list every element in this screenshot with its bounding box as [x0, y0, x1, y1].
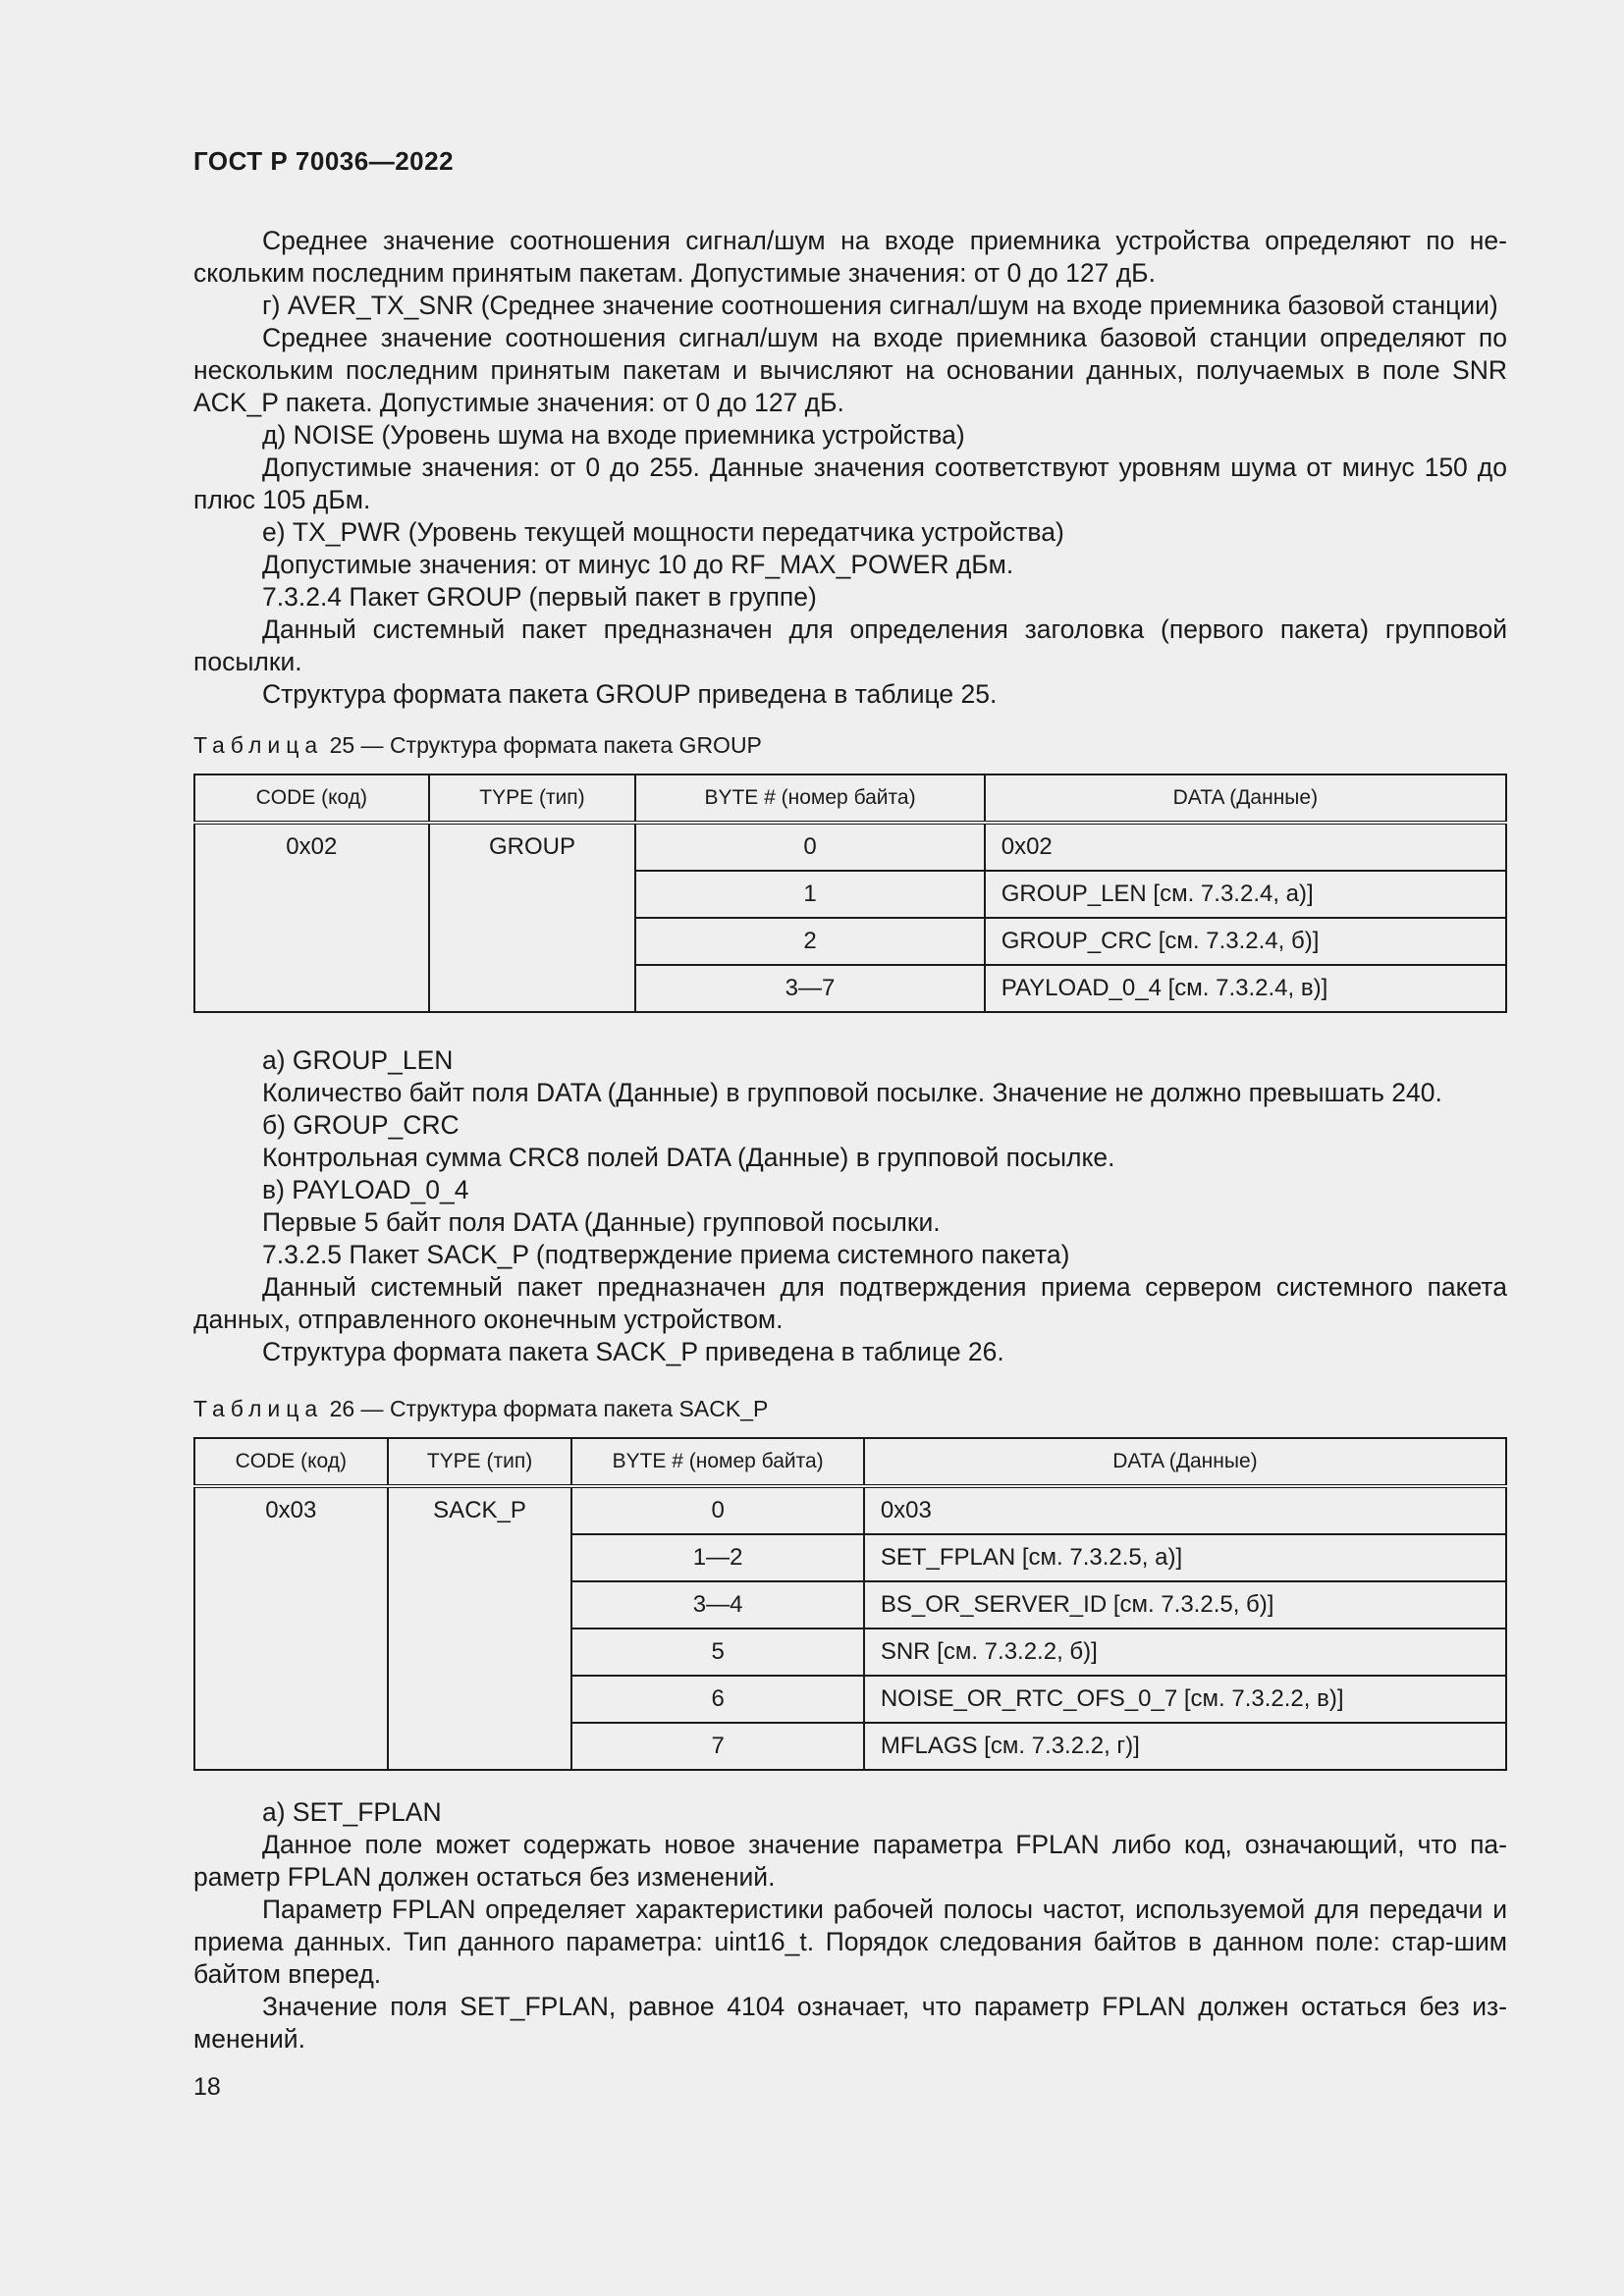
cell-data: SNR [см. 7.3.2.2, б)] — [864, 1629, 1506, 1676]
paragraph: Первые 5 байт поля DATA (Данные) групповой посылки. — [262, 1207, 941, 1237]
cell-type: GROUP — [429, 823, 636, 1012]
cell-data: GROUP_LEN [см. 7.3.2.4, а)] — [985, 871, 1506, 918]
caption-word: Таблица — [193, 1396, 324, 1421]
column-header-code: CODE (код) — [194, 774, 429, 823]
paragraph: а) SET_FPLAN — [262, 1797, 442, 1827]
cell-data: MFLAGS [см. 7.3.2.2, г)] — [864, 1723, 1506, 1770]
column-header-byte: BYTE # (номер байта) — [635, 774, 984, 823]
cell-data: BS_OR_SERVER_ID [см. 7.3.2.5, б)] — [864, 1581, 1506, 1629]
paragraph: Среднее значение соотношения сигнал/шум на входе приемника базовой станции определяют по нескольким последним принятым пакетам и вычисляют на основании данных, получаемых в поле SNR ACK_P пакета. Допустимые значения: от 0 до 127 дБ. — [193, 323, 1507, 417]
paragraph: д) NOISE (Уровень шума на входе приемника устройства) — [262, 420, 965, 450]
paragraph: Данный системный пакет предназначен для определения заголовка (первого пакета) групповой посылки. — [193, 614, 1507, 676]
paragraph: б) GROUP_CRC — [262, 1110, 460, 1140]
column-header-code: CODE (код) — [194, 1438, 388, 1486]
page-number: 18 — [193, 2073, 221, 2101]
cell-byte: 0 — [635, 823, 984, 871]
table-26-caption — [193, 1394, 1507, 1423]
cell-byte: 6 — [571, 1676, 863, 1723]
column-header-data: DATA (Данные) — [985, 774, 1506, 823]
paragraph: Контрольная сумма CRC8 полей DATA (Данные) в групповой посылке. — [262, 1143, 1115, 1172]
cell-data: 0x03 — [864, 1486, 1506, 1534]
caption-text: 26 — Структура формата пакета SACK_P — [329, 1396, 769, 1421]
cell-data: 0x02 — [985, 823, 1506, 871]
cell-data: PAYLOAD_0_4 [см. 7.3.2.4, в)] — [985, 965, 1506, 1012]
cell-byte: 7 — [571, 1723, 863, 1770]
paragraph: Данный системный пакет предназначен для подтверждения приема сервером системного пакета данных, отправленного оконечным устройством. — [193, 1272, 1507, 1334]
text-block-top — [193, 225, 1507, 711]
cell-code: 0x03 — [194, 1486, 388, 1770]
paragraph: Допустимые значения: от 0 до 255. Данные значения соответствуют уровням шума от минус 150 до плюс 105 дБм. — [193, 453, 1507, 514]
text-block-bottom — [193, 1796, 1507, 2056]
text-block-middle — [193, 1044, 1507, 1368]
cell-byte: 5 — [571, 1629, 863, 1676]
column-header-byte: BYTE # (номер байта) — [571, 1438, 863, 1486]
cell-type: SACK_P — [388, 1486, 572, 1770]
paragraph: 7.3.2.5 Пакет SACK_P (подтверждение приема системного пакета) — [262, 1240, 1070, 1269]
cell-byte: 1—2 — [571, 1534, 863, 1581]
cell-byte: 0 — [571, 1486, 863, 1534]
caption-text: 25 — Структура формата пакета GROUP — [329, 732, 762, 758]
paragraph: Параметр FPLAN определяет характеристики рабочей полосы частот, используемой для передачи и приема данных. Тип данного параметра: uint16_t. Порядок следования байтов в данном поле: стар-шим байтом вперед. — [193, 1895, 1507, 1989]
cell-data: SET_FPLAN [см. 7.3.2.5, а)] — [864, 1534, 1506, 1581]
table-row — [194, 1486, 1506, 1534]
table-header-row — [194, 1438, 1506, 1486]
paragraph: Данное поле может содержать новое значение параметра FPLAN либо код, означающий, что па-раметр FPLAN должен остаться без изменений. — [193, 1830, 1507, 1892]
paragraph: Значение поля SET_FPLAN, равное 4104 означает, что параметр FPLAN должен остаться без из-менений. — [193, 1992, 1507, 2054]
column-header-type: TYPE (тип) — [429, 774, 636, 823]
paragraph: Количество байт поля DATA (Данные) в групповой посылке. Значение не должно превышать 240. — [262, 1078, 1442, 1107]
paragraph: Структура формата пакета GROUP приведена в таблице 25. — [262, 679, 998, 709]
paragraph: г) AVER_TX_SNR (Среднее значение соотношения сигнал/шум на входе приемника базовой станции) — [262, 291, 1498, 320]
caption-word: Таблица — [193, 732, 324, 758]
table-row — [194, 823, 1506, 871]
document-page — [193, 0, 1507, 2296]
paragraph: Среднее значение соотношения сигнал/шум на входе приемника устройства определяют по не-скольким последним принятым пакетам. Допустимые значения: от 0 до 127 дБ. — [193, 226, 1507, 288]
paragraph: в) PAYLOAD_0_4 — [262, 1175, 469, 1204]
cell-byte: 3—4 — [571, 1581, 863, 1629]
cell-byte: 1 — [635, 871, 984, 918]
cell-code: 0x02 — [194, 823, 429, 1012]
cell-data: NOISE_OR_RTC_OFS_0_7 [см. 7.3.2.2, в)] — [864, 1676, 1506, 1723]
column-header-data: DATA (Данные) — [864, 1438, 1506, 1486]
table-header-row — [194, 774, 1506, 823]
column-header-type: TYPE (тип) — [388, 1438, 572, 1486]
table-25 — [193, 774, 1507, 1013]
table-26 — [193, 1437, 1507, 1771]
paragraph: а) GROUP_LEN — [262, 1045, 454, 1075]
paragraph: Допустимые значения: от минус 10 до RF_MAX_POWER дБм. — [262, 550, 1014, 579]
paragraph: 7.3.2.4 Пакет GROUP (первый пакет в группе) — [262, 582, 817, 612]
table-25-caption — [193, 730, 1507, 760]
paragraph: е) TX_PWR (Уровень текущей мощности передатчика устройства) — [262, 517, 1064, 547]
cell-byte: 2 — [635, 918, 984, 965]
cell-data: GROUP_CRC [см. 7.3.2.4, б)] — [985, 918, 1506, 965]
paragraph: Структура формата пакета SACK_P приведена в таблице 26. — [262, 1337, 1004, 1366]
cell-byte: 3—7 — [635, 965, 984, 1012]
document-header-code: ГОСТ Р 70036—2022 — [193, 146, 455, 176]
